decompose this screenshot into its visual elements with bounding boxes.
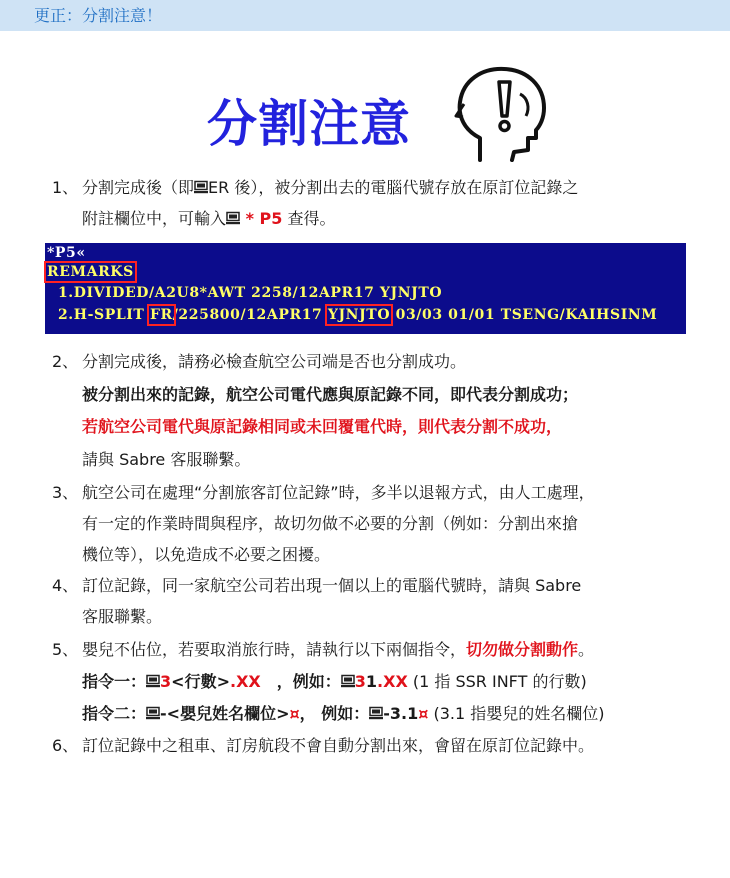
command-1-suffix: .XX	[229, 672, 261, 691]
title-section	[0, 64, 730, 164]
item-2-line-1: 分割完成後，請務必檢查航空公司端是否也分割成功。	[82, 352, 467, 371]
command-2-end-item: ¤	[289, 704, 300, 723]
command-2-param: -<嬰兒姓名欄位>	[160, 704, 290, 723]
item-5	[52, 634, 594, 665]
thinking-head-exclamation-icon	[450, 64, 552, 164]
computer-icon	[146, 674, 160, 688]
item-2-line-2: 被分割出來的記錄，航空公司電代應與原記錄不同，即代表分割成功；	[82, 385, 579, 404]
item-5-period: 。	[578, 640, 595, 659]
item-number: 6、	[52, 736, 79, 755]
command-1-param: <行數>	[171, 672, 230, 691]
example-2-note: (3.1 指嬰兒的姓名欄位)	[428, 704, 605, 723]
computer-icon	[341, 674, 355, 688]
example-1-suffix: .XX	[377, 672, 408, 691]
command-1-prefix: 3	[160, 672, 172, 691]
example-1-line: 1	[365, 672, 378, 691]
terminal-split-label: 2.H-SPLIT	[47, 307, 150, 323]
item-4-line-1: 訂位記錄，同一家航空公司若出現一個以上的電腦代號時，請與 Sabre	[82, 576, 582, 595]
terminal-line-2	[47, 263, 134, 282]
item-4	[52, 570, 581, 601]
command-2-label: 指令二：	[82, 704, 147, 723]
item-1-text-a: 分割完成後（即	[82, 178, 195, 197]
item-1-text-b: 後），被分割出去的電腦代號存放在原訂位記錄之	[229, 178, 579, 197]
item-1-line2-end: 查得。	[282, 209, 336, 228]
item-2-line-3: 若航空公司電代與原記錄相同或未回覆電代時，則代表分割不成功，	[82, 417, 563, 436]
terminal-screen	[45, 243, 686, 334]
terminal-line-3: 1.DIVIDED/A2U8*AWT 2258/12APR17 YJNJTO	[47, 285, 443, 301]
item-6	[52, 730, 594, 761]
item-4-line-2: 客服聯繫。	[82, 607, 163, 626]
terminal-line-1: *P5«	[47, 245, 86, 261]
er-command: ER	[208, 178, 230, 197]
item-1-line-2	[82, 203, 335, 234]
item-1-line2-text: 附註欄位中，可輸入	[82, 209, 227, 228]
example-2-field: -3.1	[383, 704, 419, 723]
terminal-split-mid: /225800/12APR17	[172, 307, 328, 323]
item-6-line-1: 訂位記錄中之租車、訂房航段不會自動分割出來，會留在原訂位記錄中。	[82, 736, 595, 755]
item-number: 3、	[52, 483, 79, 502]
correction-banner-text: 更正：分割注意！	[34, 6, 163, 25]
terminal-line-4	[47, 306, 657, 325]
command-2-line	[82, 698, 605, 729]
example-1-prefix: 3	[354, 672, 366, 691]
item-5-text: 嬰兒不佔位，若要取消旅行時，請執行以下兩個指令，	[82, 640, 467, 659]
record-locator-highlight: YJNJTO	[327, 307, 391, 323]
item-3	[52, 477, 595, 508]
computer-icon	[194, 180, 208, 194]
command-1-example-label: ，例如：	[260, 672, 341, 691]
computer-icon	[226, 211, 240, 225]
item-2	[52, 346, 466, 377]
no-split-warning: 切勿做分割動作	[466, 640, 579, 659]
command-1-label: 指令一：	[82, 672, 147, 691]
item-number: 5、	[52, 640, 79, 659]
page-title: 分割注意	[207, 95, 411, 153]
item-3-line-3: 機位等），以免造成不必要之困擾。	[82, 545, 331, 564]
item-number: 2、	[52, 352, 79, 371]
command-1-line	[82, 666, 587, 697]
example-1-note: (1 指 SSR INFT 的行數)	[407, 672, 587, 691]
correction-banner	[0, 0, 730, 31]
remarks-highlight: REMARKS	[47, 264, 134, 280]
computer-icon	[369, 706, 383, 720]
item-3-line-2: 有一定的作業時間與程序，故切勿做不必要的分割（例如：分割出來搶	[82, 514, 579, 533]
item-number: 4、	[52, 576, 79, 595]
p5-command: * P5	[240, 209, 283, 228]
computer-icon	[146, 706, 160, 720]
terminal-split-end: 03/03 01/01 TSENG/KAIHSINM	[390, 307, 658, 323]
fr-highlight: FR	[149, 307, 173, 323]
command-2-example-label: ， 例如：	[299, 704, 370, 723]
item-number: 1、	[52, 178, 79, 197]
item-1	[52, 172, 578, 203]
item-3-line-1: 航空公司在處理“分割旅客訂位記錄”時，多半以退報方式，由人工處理，	[82, 483, 595, 502]
example-2-end-item: ¤	[418, 704, 429, 723]
item-2-line-4: 請與 Sabre 客服聯繫。	[82, 450, 251, 469]
